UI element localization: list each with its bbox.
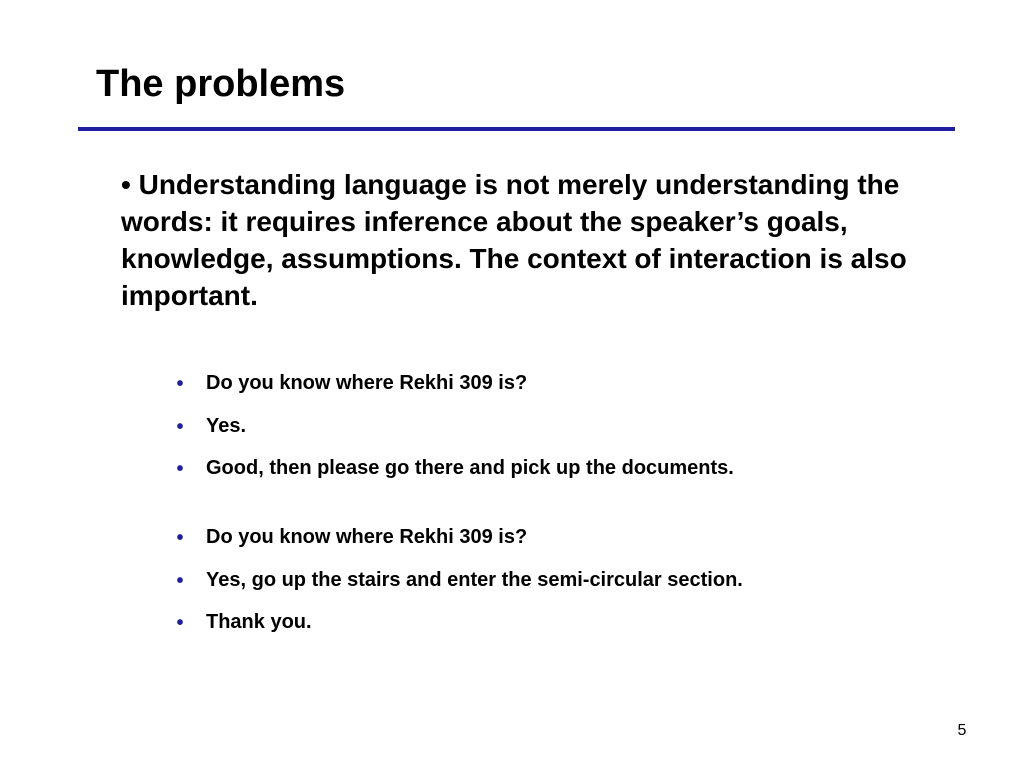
bullet-icon: •: [176, 569, 184, 592]
main-bullet-text: Understanding language is not merely understanding the words: it requires inference about the speaker’s goals, knowledge, assumptions. The context of interaction is also important.: [121, 169, 907, 311]
bullet-icon: •: [176, 458, 184, 480]
dialogue-line-text: Do you know where Rekhi 309 is?: [206, 526, 528, 548]
dialogue-line-text: Do you know where Rekhi 309 is?: [206, 372, 528, 394]
bullet-icon: •: [176, 612, 184, 634]
dialogue-line-text: Yes.: [206, 414, 247, 437]
dialogue-line-text: Thank you.: [206, 611, 312, 633]
dialogue-line-text: Good, then please go there and pick up the documents.: [206, 457, 734, 479]
dialogue-line-text: Yes, go up the stairs and enter the semi-circular section.: [206, 568, 743, 591]
slide-title: The problems: [96, 63, 346, 105]
bullet-icon: •: [176, 415, 184, 438]
main-bullet: [121, 166, 921, 314]
bullet-icon: •: [176, 527, 184, 549]
page-number: 5: [957, 722, 967, 739]
bullet-icon: •: [176, 373, 184, 395]
title-underline: [78, 127, 955, 131]
main-bullet-marker: •: [121, 169, 131, 200]
